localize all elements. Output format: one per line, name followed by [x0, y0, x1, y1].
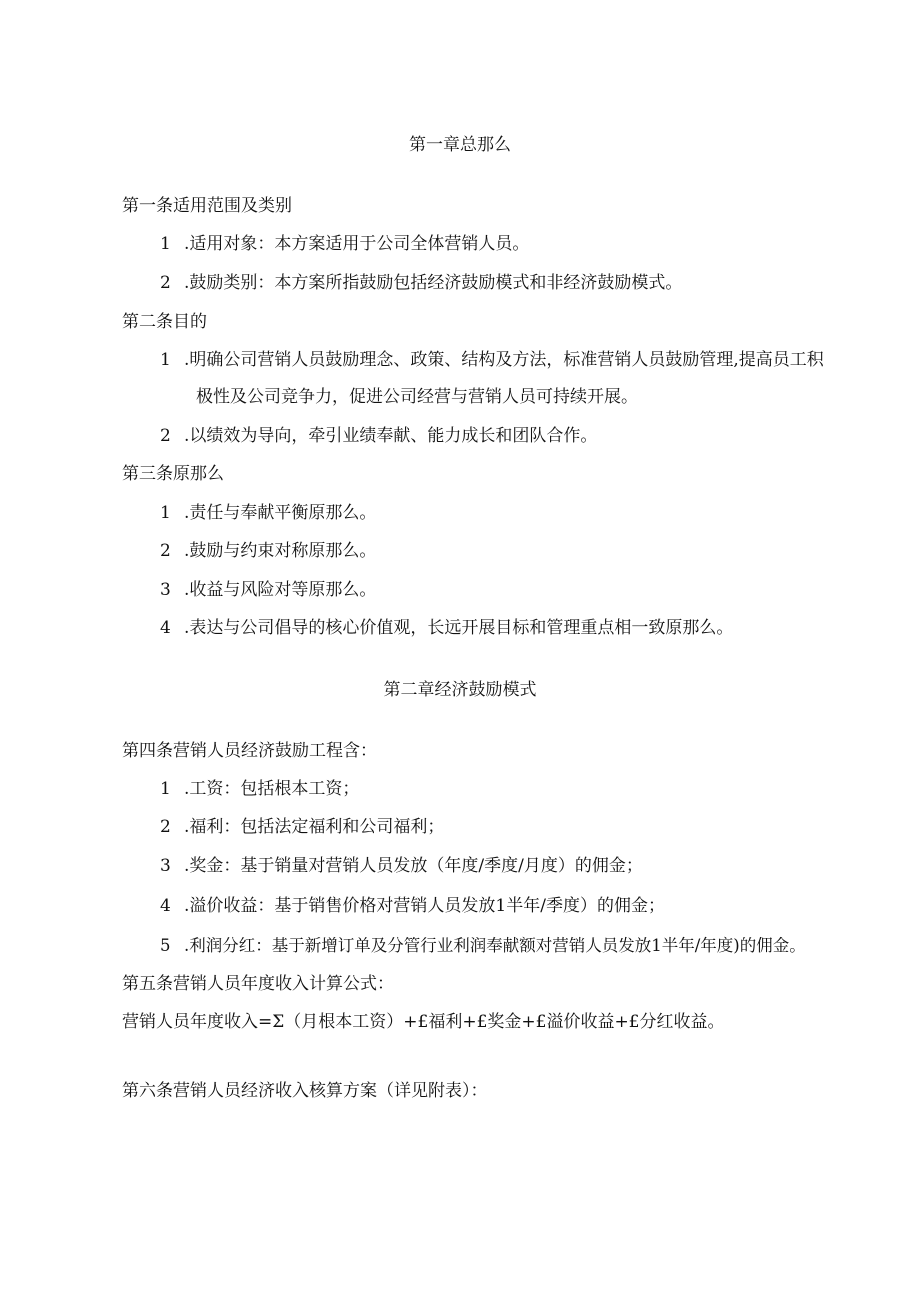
item-text: .责任与奉献平衡原那么。 — [184, 503, 377, 523]
article-heading: 第三条原那么 — [122, 464, 224, 484]
item-text: .以绩效为导向，牵引业绩奉献、能力成长和团队合作。 — [184, 426, 598, 446]
list-item — [160, 349, 824, 371]
list-item — [160, 502, 376, 524]
chapter-title: 第二章经济鼓励模式 — [383, 680, 537, 700]
chapter-title: 第一章总那么 — [409, 135, 511, 155]
item-text: .表达与公司倡导的核心价值观，长远开展目标和管理重点相一致原那么。 — [184, 618, 734, 638]
item-number: 2 — [160, 541, 171, 561]
article-heading: 第二条目的 — [122, 312, 207, 332]
list-item — [160, 425, 597, 447]
article-heading: 第一条适用范围及类别 — [122, 196, 292, 216]
item-number: 5 — [160, 936, 171, 955]
item-number: 1 — [160, 779, 171, 799]
list-item — [160, 895, 665, 917]
item-number: 1 — [160, 503, 171, 523]
item-number: 2 — [160, 273, 171, 293]
list-item — [160, 272, 682, 294]
item-text: .利润分红：基于新增订单及分管行业利润奉献额对营销人员发放1半年/年度)的佣金。 — [184, 936, 806, 955]
item-number: 4 — [160, 618, 171, 638]
list-item — [160, 617, 733, 639]
income-formula: 营销人员年度收入=Σ（月根本工资）+£福利+£奖金+£溢价收益+£分红收益。 — [122, 1012, 725, 1032]
list-item — [160, 579, 376, 601]
list-item — [160, 935, 806, 957]
item-text: .鼓励与约束对称原那么。 — [184, 541, 377, 561]
item-text: .奖金：基于销量对营销人员发放（年度/季度/月度）的佣金； — [184, 856, 643, 876]
item-text: .溢价收益：基于销售价格对营销人员发放1半年/季度）的佣金； — [184, 896, 665, 916]
item-text: .收益与风险对等原那么。 — [184, 580, 377, 600]
item-continuation: 极性及公司竞争力，促进公司经营与营销人员可持续开展。 — [196, 387, 638, 407]
list-item — [160, 233, 529, 255]
item-text: .适用对象：本方案适用于公司全体营销人员。 — [184, 234, 530, 254]
article-heading: 第四条营销人员经济鼓励工程含： — [122, 741, 377, 761]
item-text: .工资：包括根本工资； — [184, 779, 360, 799]
item-number: 2 — [160, 817, 171, 837]
list-item — [160, 816, 444, 838]
list-item — [160, 778, 359, 800]
item-text: .福利：包括法定福利和公司福利； — [184, 817, 445, 837]
article-heading: 第五条营销人员年度收入计算公式： — [122, 974, 394, 994]
item-number: 3 — [160, 580, 171, 600]
item-number: 1 — [160, 234, 171, 254]
article-heading: 第六条营销人员经济收入核算方案（详见附表）： — [122, 1081, 488, 1101]
item-number: 4 — [160, 896, 171, 916]
list-item — [160, 855, 643, 877]
item-text: .鼓励类别：本方案所指鼓励包括经济鼓励模式和非经济鼓励模式。 — [184, 273, 683, 293]
item-number: 1 — [160, 350, 171, 370]
item-text: .明确公司营销人员鼓励理念、政策、结构及方法，标准营销人员鼓励管理,提高员工积 — [184, 350, 824, 370]
list-item — [160, 540, 376, 562]
item-number: 2 — [160, 426, 171, 446]
item-number: 3 — [160, 856, 171, 876]
